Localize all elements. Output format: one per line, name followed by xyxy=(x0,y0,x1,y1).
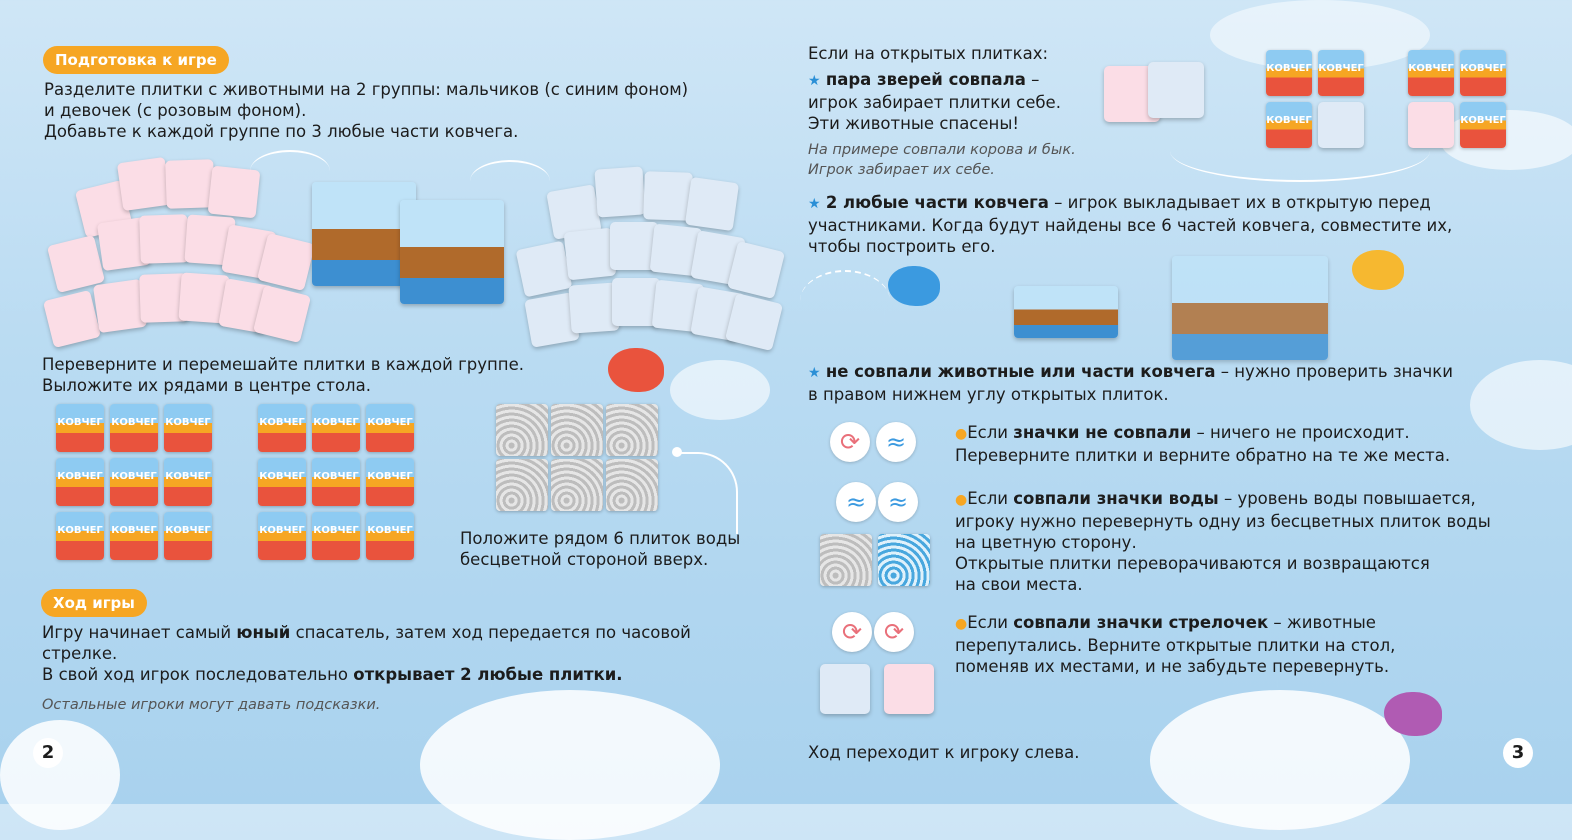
assembled-ark xyxy=(1172,256,1328,360)
ark-piece-tile xyxy=(400,200,504,304)
wave-symbol-icon: ≈ xyxy=(876,422,916,462)
arrows-line: ●Если совпали значки стрелочек – животные xyxy=(955,613,1376,632)
wave-symbol-icon: ≈ xyxy=(878,482,918,522)
cloud-decoration xyxy=(1150,690,1410,830)
pair-match-text xyxy=(808,69,1076,180)
setup-line: и девочек (с розовым фоном). xyxy=(44,101,307,120)
animal-tile xyxy=(165,159,215,209)
colored-water-tile xyxy=(878,534,930,586)
goat-tile xyxy=(820,664,870,714)
water-match-line: игроку нужно перевернуть одну из бесцветных плиток воды xyxy=(955,512,1491,531)
ark-line: участниками. Когда будут найдены все 6 частей ковчега, совместите их, xyxy=(808,216,1453,235)
arrows-line: поменяв их местами, и не забудьте перевернуть. xyxy=(955,657,1390,676)
water-line: бесцветной стороной вверх. xyxy=(460,550,709,569)
tile-grid-right: КОВЧЕГ КОВЧЕГ КОВЧЕГ КОВЧЕГ КОВЧЕГ КОВЧЕГ КОВЧЕГ КОВЧЕГ КОВЧЕГ xyxy=(258,404,420,564)
cloud-decoration xyxy=(0,720,120,830)
section-title-setup: Подготовка к игре xyxy=(43,46,229,74)
animal-tile xyxy=(685,177,739,231)
star-bullet-icon: ★ xyxy=(808,365,821,381)
arrows-symbol-icon: ⟳ xyxy=(832,612,872,652)
ark-line: чтобы построить его. xyxy=(808,237,996,256)
icons-line: Переверните плитки и верните обратно на те же места. xyxy=(955,446,1451,465)
water-match-line: Открытые плитки переворачиваются и возвращаются xyxy=(955,554,1430,573)
rabbit-tile xyxy=(884,664,934,714)
arrows-symbol-icon: ⟳ xyxy=(874,612,914,652)
nomatch-text xyxy=(808,361,1453,405)
water-text xyxy=(460,528,740,570)
curved-arrow-icon xyxy=(470,160,550,202)
gray-water-tile xyxy=(820,534,872,586)
water-match-line: на свои места. xyxy=(955,575,1083,594)
dot-bullet-icon: ● xyxy=(955,492,968,508)
ark-line: ★ 2 любые части ковчега – игрок выкладывает их в открытую перед xyxy=(808,193,1431,212)
ark-text xyxy=(808,192,1452,257)
animal-tile xyxy=(727,241,785,299)
animal-tile xyxy=(139,214,189,264)
setup-line: Добавьте к каждой группе по 3 любые части ковчега. xyxy=(44,122,519,141)
pointer-line xyxy=(676,452,738,534)
page-number-left: 2 xyxy=(33,738,63,768)
pointer-dot xyxy=(672,447,682,457)
nomatch-line: в правом нижнем углу открытых плиток. xyxy=(808,385,1169,404)
pair-line: ★ пара зверей совпала – xyxy=(808,70,1040,89)
animal-tile xyxy=(117,157,171,211)
cloud-decoration xyxy=(1470,360,1572,450)
shuffle-text xyxy=(42,354,524,396)
wave-symbol-icon: ≈ xyxy=(836,482,876,522)
icons-line: ●Если значки не совпали – ничего не происходит. xyxy=(955,423,1410,442)
bull-tile xyxy=(1148,62,1204,118)
example-line: Игрок забирает их себе. xyxy=(808,162,995,178)
ark-piece-tile xyxy=(1014,286,1118,338)
star-bullet-icon: ★ xyxy=(808,196,821,212)
matched-tiles-after: КОВЧЕГ КОВЧЕГ КОВЧЕГ xyxy=(1408,50,1518,154)
section-title-gameplay: Ход игры xyxy=(41,589,147,617)
setup-text xyxy=(44,79,688,142)
pair-line: Эти животные спасены! xyxy=(808,114,1019,133)
animal-tile xyxy=(257,233,315,291)
water-match-text xyxy=(955,488,1491,595)
purple-bird-icon xyxy=(1384,692,1442,736)
page-number-right: 3 xyxy=(1503,738,1533,768)
dot-bullet-icon: ● xyxy=(955,426,968,442)
animal-tile xyxy=(516,241,573,298)
dot-bullet-icon: ● xyxy=(955,616,968,632)
curved-arrow-icon xyxy=(250,150,330,192)
gameplay-line: Игру начинает самый юный спасатель, затем ход передается по часовой xyxy=(42,623,691,642)
animal-tile xyxy=(725,293,783,351)
next-turn-text: Ход переходит к игроку слева. xyxy=(808,743,1080,762)
star-bullet-icon: ★ xyxy=(808,73,821,89)
pair-line: игрок забирает плитки себе. xyxy=(808,93,1061,112)
animal-tile xyxy=(564,228,617,281)
water-line: Положите рядом 6 плиток воды xyxy=(460,529,741,548)
animal-tile xyxy=(43,290,101,348)
if-open-heading: Если на открытых плитках: xyxy=(808,44,1049,63)
gameplay-text xyxy=(42,622,691,715)
arrows-line: перепутались. Верните открытые плитки на стол, xyxy=(955,636,1396,655)
shuffle-line: Выложите их рядами в центре стола. xyxy=(42,376,371,395)
gameplay-line: стрелке. xyxy=(42,644,118,663)
arrows-match-text xyxy=(955,612,1395,677)
water-tiles xyxy=(496,404,660,512)
example-line: На примере совпали корова и бык. xyxy=(808,142,1076,158)
tile-grid-left: КОВЧЕГ КОВЧЕГ КОВЧЕГ КОВЧЕГ КОВЧЕГ КОВЧЕГ КОВЧЕГ КОВЧЕГ КОВЧЕГ xyxy=(56,404,218,564)
water-match-line: на цветную сторону. xyxy=(955,533,1137,552)
icons-no-match-text xyxy=(955,422,1450,466)
shuffle-line: Переверните и перемешайте плитки в каждой группе. xyxy=(42,355,524,374)
blue-bird-icon xyxy=(888,266,940,306)
curved-arrow-icon xyxy=(1170,120,1430,182)
animal-tile xyxy=(253,285,311,343)
water-match-line: ●Если совпали значки воды – уровень воды повышается, xyxy=(955,489,1476,508)
hint-text: Остальные игроки могут давать подсказки. xyxy=(42,697,381,713)
nomatch-line: ★ не совпали животные или части ковчега – нужно проверить значки xyxy=(808,362,1453,381)
setup-line: Разделите плитки с животными на 2 группы: мальчиков (с синим фоном) xyxy=(44,80,689,99)
animal-tile xyxy=(594,166,645,217)
cloud-decoration xyxy=(670,360,770,420)
gameplay-line: В свой ход игрок последовательно открывает 2 любые плитки. xyxy=(42,665,623,684)
matched-tiles-before: КОВЧЕГ КОВЧЕГ КОВЧЕГ xyxy=(1266,50,1386,154)
red-bird-icon xyxy=(608,348,664,392)
arrows-symbol-icon: ⟳ xyxy=(830,422,870,462)
dashed-flight-path xyxy=(800,270,890,332)
yellow-bird-icon xyxy=(1352,250,1404,290)
